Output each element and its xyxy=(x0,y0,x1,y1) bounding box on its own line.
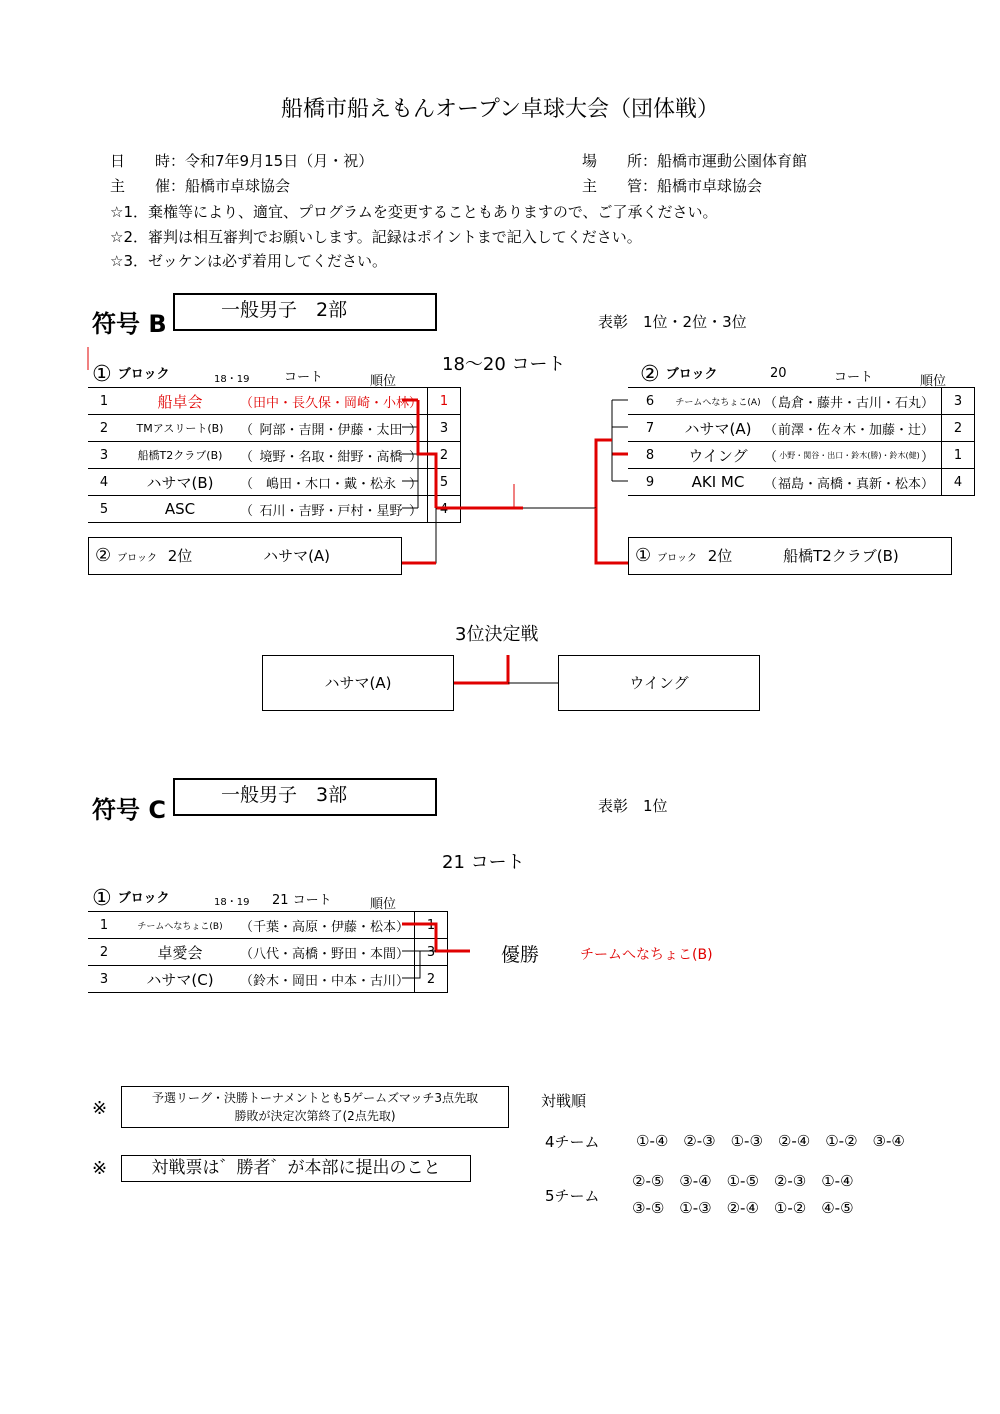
seed-right: ① ブロック 2位 船橋T2クラブ(B) xyxy=(628,537,952,575)
table-row: 6 チームへなちょこ(A) （ 島倉・藤井・古川・石丸 ） 3 xyxy=(628,388,975,415)
third-red xyxy=(454,655,508,683)
c-block1-rank-header: 順位 xyxy=(370,897,397,912)
block1-court-no: 18・19 xyxy=(214,374,250,385)
section-b-symbol: 符号 B xyxy=(92,310,167,338)
organizer-line: 主 管：船橋市卓球協会 xyxy=(582,177,763,195)
seed-left-line xyxy=(402,508,436,563)
c-block1-court-label: 21 コート xyxy=(272,893,332,908)
section-c-division: 一般男子 3部 xyxy=(173,778,437,816)
block2-rank-header: 順位 xyxy=(920,374,947,389)
order-five-2: ③-⑤ ①-③ ②-④ ①-② ④-⑤ xyxy=(632,1199,854,1217)
block1-header: ① ブロック xyxy=(92,362,170,387)
c-block1-court-no: 18・19 xyxy=(214,897,250,908)
table-row: 9 AKI MC （ 福島・高橋・真新・松本 ） 4 xyxy=(628,469,975,496)
footer-note-2: 対戦票は゛勝者゛が本部に提出のこと xyxy=(121,1155,471,1182)
note-1: ☆1．棄権等により、適宜、プログラムを変更することもありますので、ご了承ください。 xyxy=(110,203,718,221)
table-row: 8 ウイング （ 小野・関谷・出口・鈴木(勝)・鈴木(健) ） 1 xyxy=(628,442,975,469)
table-row: 4 ハサマ(B) （ 嶋田・木口・戴・松永 ） 5 xyxy=(88,469,461,496)
third-place-right: ウイング xyxy=(558,655,760,711)
footer-mark-2: ※ xyxy=(92,1158,108,1179)
order-five-1: ②-⑤ ③-④ ①-⑤ ②-③ ①-④ xyxy=(632,1172,854,1190)
table-row: 1 チームへなちょこ(B) （ 千葉・高原・伊藤・松本 ） 1 xyxy=(88,912,448,939)
table-row: 3 ハサマ(C) （ 鈴木・岡田・中本・古川 ） 2 xyxy=(88,966,448,993)
winner-label: 優勝 xyxy=(501,944,540,966)
block1-rank-header: 順位 xyxy=(370,374,397,389)
table-row: 7 ハサマ(A) （ 前澤・佐々木・加藤・辻 ） 2 xyxy=(628,415,975,442)
b1-vert-red xyxy=(418,400,436,508)
section-b-division: 一般男子 2部 xyxy=(173,293,437,331)
footer-note-1: 予選リーグ・決勝トーナメントとも5ゲームズマッチ3点先取 勝敗が決定次第終了(2点先取) xyxy=(121,1086,509,1128)
block2-court-label: コート xyxy=(834,370,874,385)
order-four: ①-④ ②-③ ①-③ ②-④ ①-② ③-④ xyxy=(636,1132,905,1150)
block2-header: ② ブロック xyxy=(640,362,718,387)
third-place-title: 3位決定戦 xyxy=(455,624,539,645)
c-line-1-red xyxy=(402,924,470,951)
order-title: 対戦順 xyxy=(541,1092,587,1110)
section-c-symbol: 符号 C xyxy=(92,796,166,824)
winner-team: チームへなちょこ(B) xyxy=(580,947,713,963)
section-b-court: 18～20 コート xyxy=(442,354,566,375)
host-line: 主 催：船橋市卓球協会 xyxy=(110,177,291,195)
note-2: ☆2．審判は相互審判でお願いします。記録はポイントまで記入してください。 xyxy=(110,228,642,246)
b2-out-red xyxy=(596,440,612,508)
table-row: 2 TMアスリート(B) （ 阿部・吉開・伊藤・太田 ） 3 xyxy=(88,415,461,442)
block1-court-label: コート xyxy=(284,370,324,385)
table-row: 5 ASC （ 石川・吉野・戸村・星野 ） 4 xyxy=(88,496,461,523)
c-block1-header: ① ブロック xyxy=(92,886,170,911)
venue-line: 場 所：船橋市運動公園体育館 xyxy=(582,152,808,170)
date-line: 日 時：令和7年9月15日（月・祝） xyxy=(110,152,374,170)
table-row: 1 船卓会 （ 田中・長久保・岡崎・小林 ） 1 xyxy=(88,388,461,415)
order-five-label: 5チーム xyxy=(545,1187,600,1205)
seed-left: ② ブロック 2位 ハサマ(A) xyxy=(88,537,402,575)
section-b-award: 表彰 1位・2位・3位 xyxy=(598,313,747,331)
footer-mark-1: ※ xyxy=(92,1098,108,1119)
seed-right-red xyxy=(596,508,628,563)
block2-court-no: 20 xyxy=(770,366,787,381)
page-title: 船橋市船えもんオープン卓球大会（団体戦） xyxy=(280,97,720,122)
order-four-label: 4チーム xyxy=(545,1133,600,1151)
c-line-3 xyxy=(402,951,420,978)
section-c-court: 21 コート xyxy=(442,852,525,873)
third-place-left: ハサマ(A) xyxy=(262,655,454,711)
table-row: 3 船橋T2クラブ(B) （ 境野・名取・紺野・高橋 ） 2 xyxy=(88,442,461,469)
section-c-award: 表彰 1位 xyxy=(598,797,668,815)
note-3: ☆3．ゼッケンは必ず着用してください。 xyxy=(110,252,387,270)
table-row: 2 卓愛会 （ 八代・高橋・野田・本間 ） 3 xyxy=(88,939,448,966)
